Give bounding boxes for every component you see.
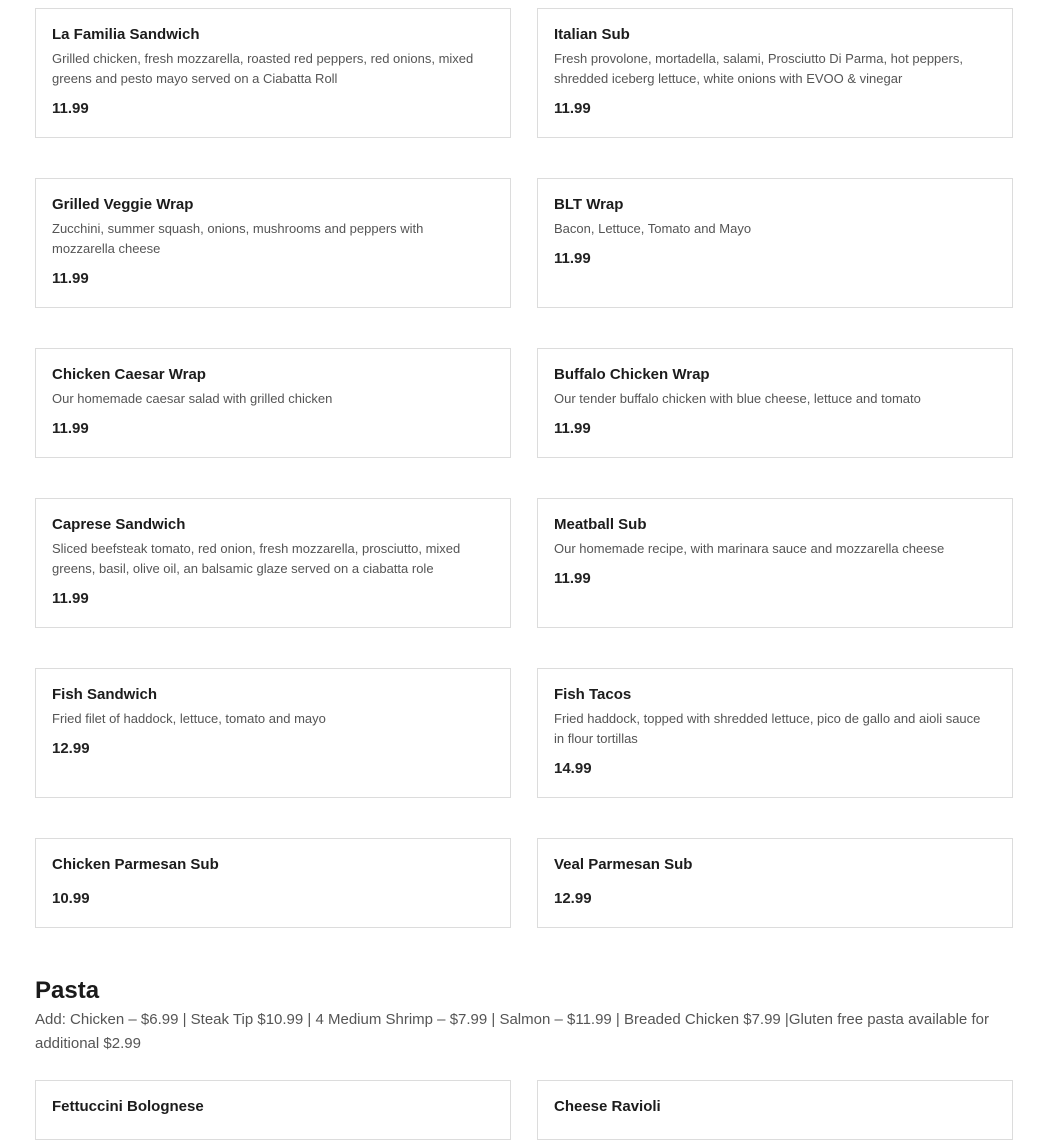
menu-item-name: Fettuccini Bolognese: [52, 1098, 204, 1115]
menu-item-name: Chicken Parmesan Sub: [52, 856, 219, 873]
menu-item-card[interactable]: [35, 498, 511, 628]
section-note-pasta-addons: Add: Chicken – $6.99 | Steak Tip $10.99 | 4 Medium Shrimp – $7.99 | Salmon – $11.99 | Breaded Chicken $7.99 |Gluten free pasta available for additional $2.99: [35, 1011, 989, 1052]
menu-item-description: Our tender buffalo chicken with blue cheese, lettuce and tomato: [554, 391, 921, 406]
menu-item-price: 12.99: [554, 890, 592, 907]
menu-item-price: 11.99: [52, 420, 89, 437]
menu-item-name: Grilled Veggie Wrap: [52, 196, 194, 213]
menu-item-description: Grilled chicken, fresh mozzarella, roasted red peppers, red onions, mixed greens and pesto mayo served on a Ciabatta Roll: [52, 51, 474, 86]
menu-item-price: 11.99: [52, 590, 89, 607]
menu-item-name: La Familia Sandwich: [52, 26, 200, 43]
menu-item-name: Fish Sandwich: [52, 686, 158, 703]
section-title-pasta: Pasta: [35, 977, 100, 1004]
menu-item-card[interactable]: [537, 348, 1013, 458]
menu-item-name: Chicken Caesar Wrap: [52, 366, 206, 383]
menu-item-card[interactable]: [537, 178, 1013, 308]
menu-item-name: Fish Tacos: [554, 686, 632, 703]
menu-item-price: 11.99: [554, 100, 591, 117]
menu-item-card[interactable]: [35, 668, 511, 798]
menu-item-card[interactable]: [537, 668, 1013, 798]
menu-item-name: Buffalo Chicken Wrap: [554, 366, 710, 383]
menu-item-card[interactable]: [35, 178, 511, 308]
menu-item-description: Zucchini, summer squash, onions, mushrooms and peppers with mozzarella cheese: [52, 221, 424, 256]
menu-item-description: Fried haddock, topped with shredded lettuce, pico de gallo and aioli sauce in flour tortillas: [554, 711, 981, 746]
menu-item-name: BLT Wrap: [554, 196, 624, 213]
menu-item-description: Sliced beefsteak tomato, red onion, fresh mozzarella, prosciutto, mixed greens, basil, olive oil, an balsamic glaze served on a ciabatta role: [52, 541, 461, 576]
menu-item-price: 11.99: [554, 420, 591, 437]
menu-item-description: Our homemade caesar salad with grilled chicken: [52, 391, 333, 406]
menu-item-card[interactable]: [537, 1080, 1013, 1140]
menu-item-card[interactable]: [537, 8, 1013, 138]
menu-item-description: Fresh provolone, mortadella, salami, Prosciutto Di Parma, hot peppers, shredded iceberg lettuce, white onions with EVOO & vinegar: [554, 51, 963, 86]
menu-item-price: 12.99: [52, 740, 90, 757]
menu-item-description: Bacon, Lettuce, Tomato and Mayo: [554, 221, 752, 236]
menu-item-name: Meatball Sub: [554, 516, 647, 533]
menu-item-price: 11.99: [554, 570, 591, 587]
menu-item-name: Cheese Ravioli: [554, 1098, 661, 1115]
menu-item-card[interactable]: [537, 838, 1013, 928]
menu-item-name: Veal Parmesan Sub: [554, 856, 693, 873]
menu-item-description: Our homemade recipe, with marinara sauce and mozzarella cheese: [554, 541, 945, 556]
menu-item-price: 11.99: [52, 270, 89, 287]
menu-item-description: Fried filet of haddock, lettuce, tomato and mayo: [52, 711, 326, 726]
menu-item-card[interactable]: [537, 498, 1013, 628]
menu-item-price: 11.99: [52, 100, 89, 117]
menu-item-price: 14.99: [554, 760, 592, 777]
menu-item-card[interactable]: [35, 1080, 511, 1140]
menu-item-price: 10.99: [52, 890, 90, 907]
menu-item-name: Italian Sub: [554, 26, 630, 43]
menu-item-card[interactable]: [35, 8, 511, 138]
menu-item-card[interactable]: [35, 838, 511, 928]
menu-item-price: 11.99: [554, 250, 591, 267]
menu-item-name: Caprese Sandwich: [52, 516, 186, 533]
menu-item-card[interactable]: [35, 348, 511, 458]
